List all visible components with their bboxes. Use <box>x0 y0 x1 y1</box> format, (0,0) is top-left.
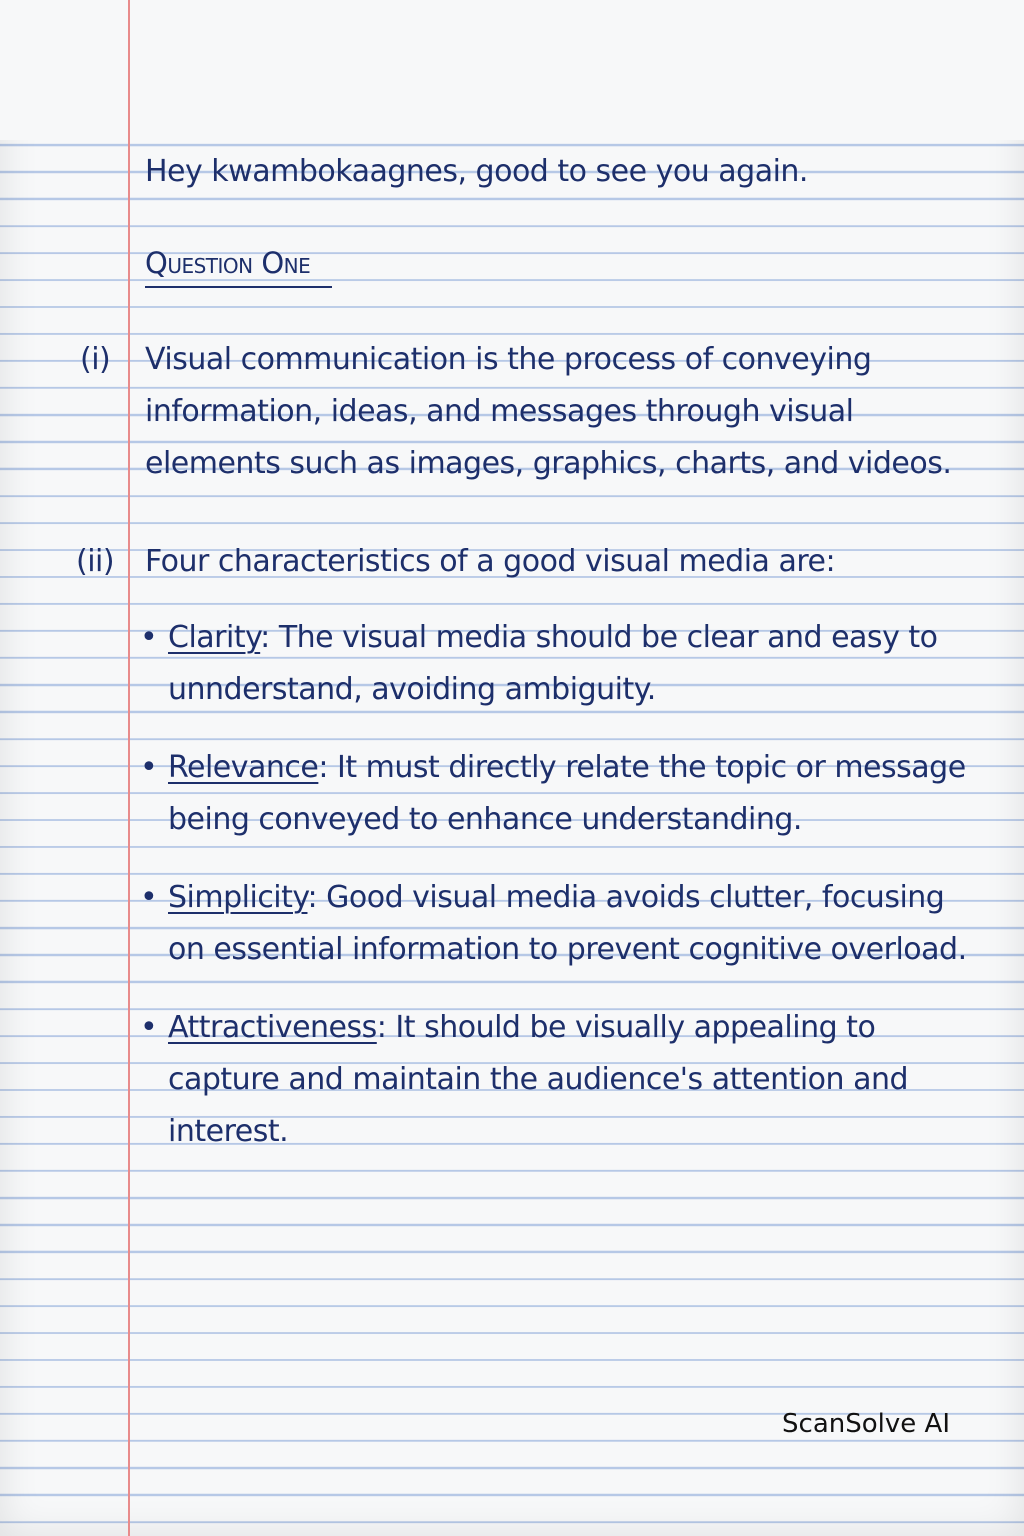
margin-line <box>128 0 130 1536</box>
term-separator: : <box>307 880 318 915</box>
list-item <box>140 872 970 976</box>
list-item <box>140 742 970 846</box>
term-separator: : <box>260 620 270 655</box>
bullet-icon: • <box>140 880 158 915</box>
characteristic-description: It must directly relate the topic or message being conveyed to enhance understanding. <box>168 750 966 837</box>
page-header-space <box>0 0 1024 140</box>
characteristic-term: Attractiveness <box>168 1010 377 1045</box>
characteristics-list <box>140 612 970 1184</box>
characteristic-term: Relevance <box>168 750 319 785</box>
part-ii-label: (ii) <box>76 544 115 579</box>
list-item <box>140 612 970 716</box>
bullet-icon: • <box>140 1010 158 1045</box>
watermark: ScanSolve AI <box>782 1409 950 1439</box>
greeting-text: Hey kwambokaagnes, good to see you again. <box>145 154 808 189</box>
characteristic-term: Simplicity <box>168 880 308 915</box>
term-separator: : <box>376 1010 387 1045</box>
characteristic-description: Good visual media avoids clutter, focusing on essential information to prevent cognitive overload. <box>168 880 967 967</box>
list-item <box>140 1002 970 1158</box>
term-separator: : <box>318 750 328 785</box>
bullet-icon: • <box>140 750 158 785</box>
part-i-label: (i) <box>80 342 111 377</box>
characteristic-term: Clarity <box>168 620 261 655</box>
question-title: Question One <box>145 240 332 288</box>
part-i-answer: Visual communication is the process of conveying information, ideas, and messages through visual elements such as images, graphics, charts, and videos. <box>145 342 952 481</box>
bullet-icon: • <box>140 620 158 655</box>
characteristic-description: It should be visually appealing to capture and maintain the audience's attention and interest. <box>168 1010 909 1149</box>
part-ii-intro: Four characteristics of a good visual media are: <box>145 544 836 579</box>
characteristic-description: The visual media should be clear and easy to unnderstand, avoiding ambiguity. <box>168 620 938 707</box>
